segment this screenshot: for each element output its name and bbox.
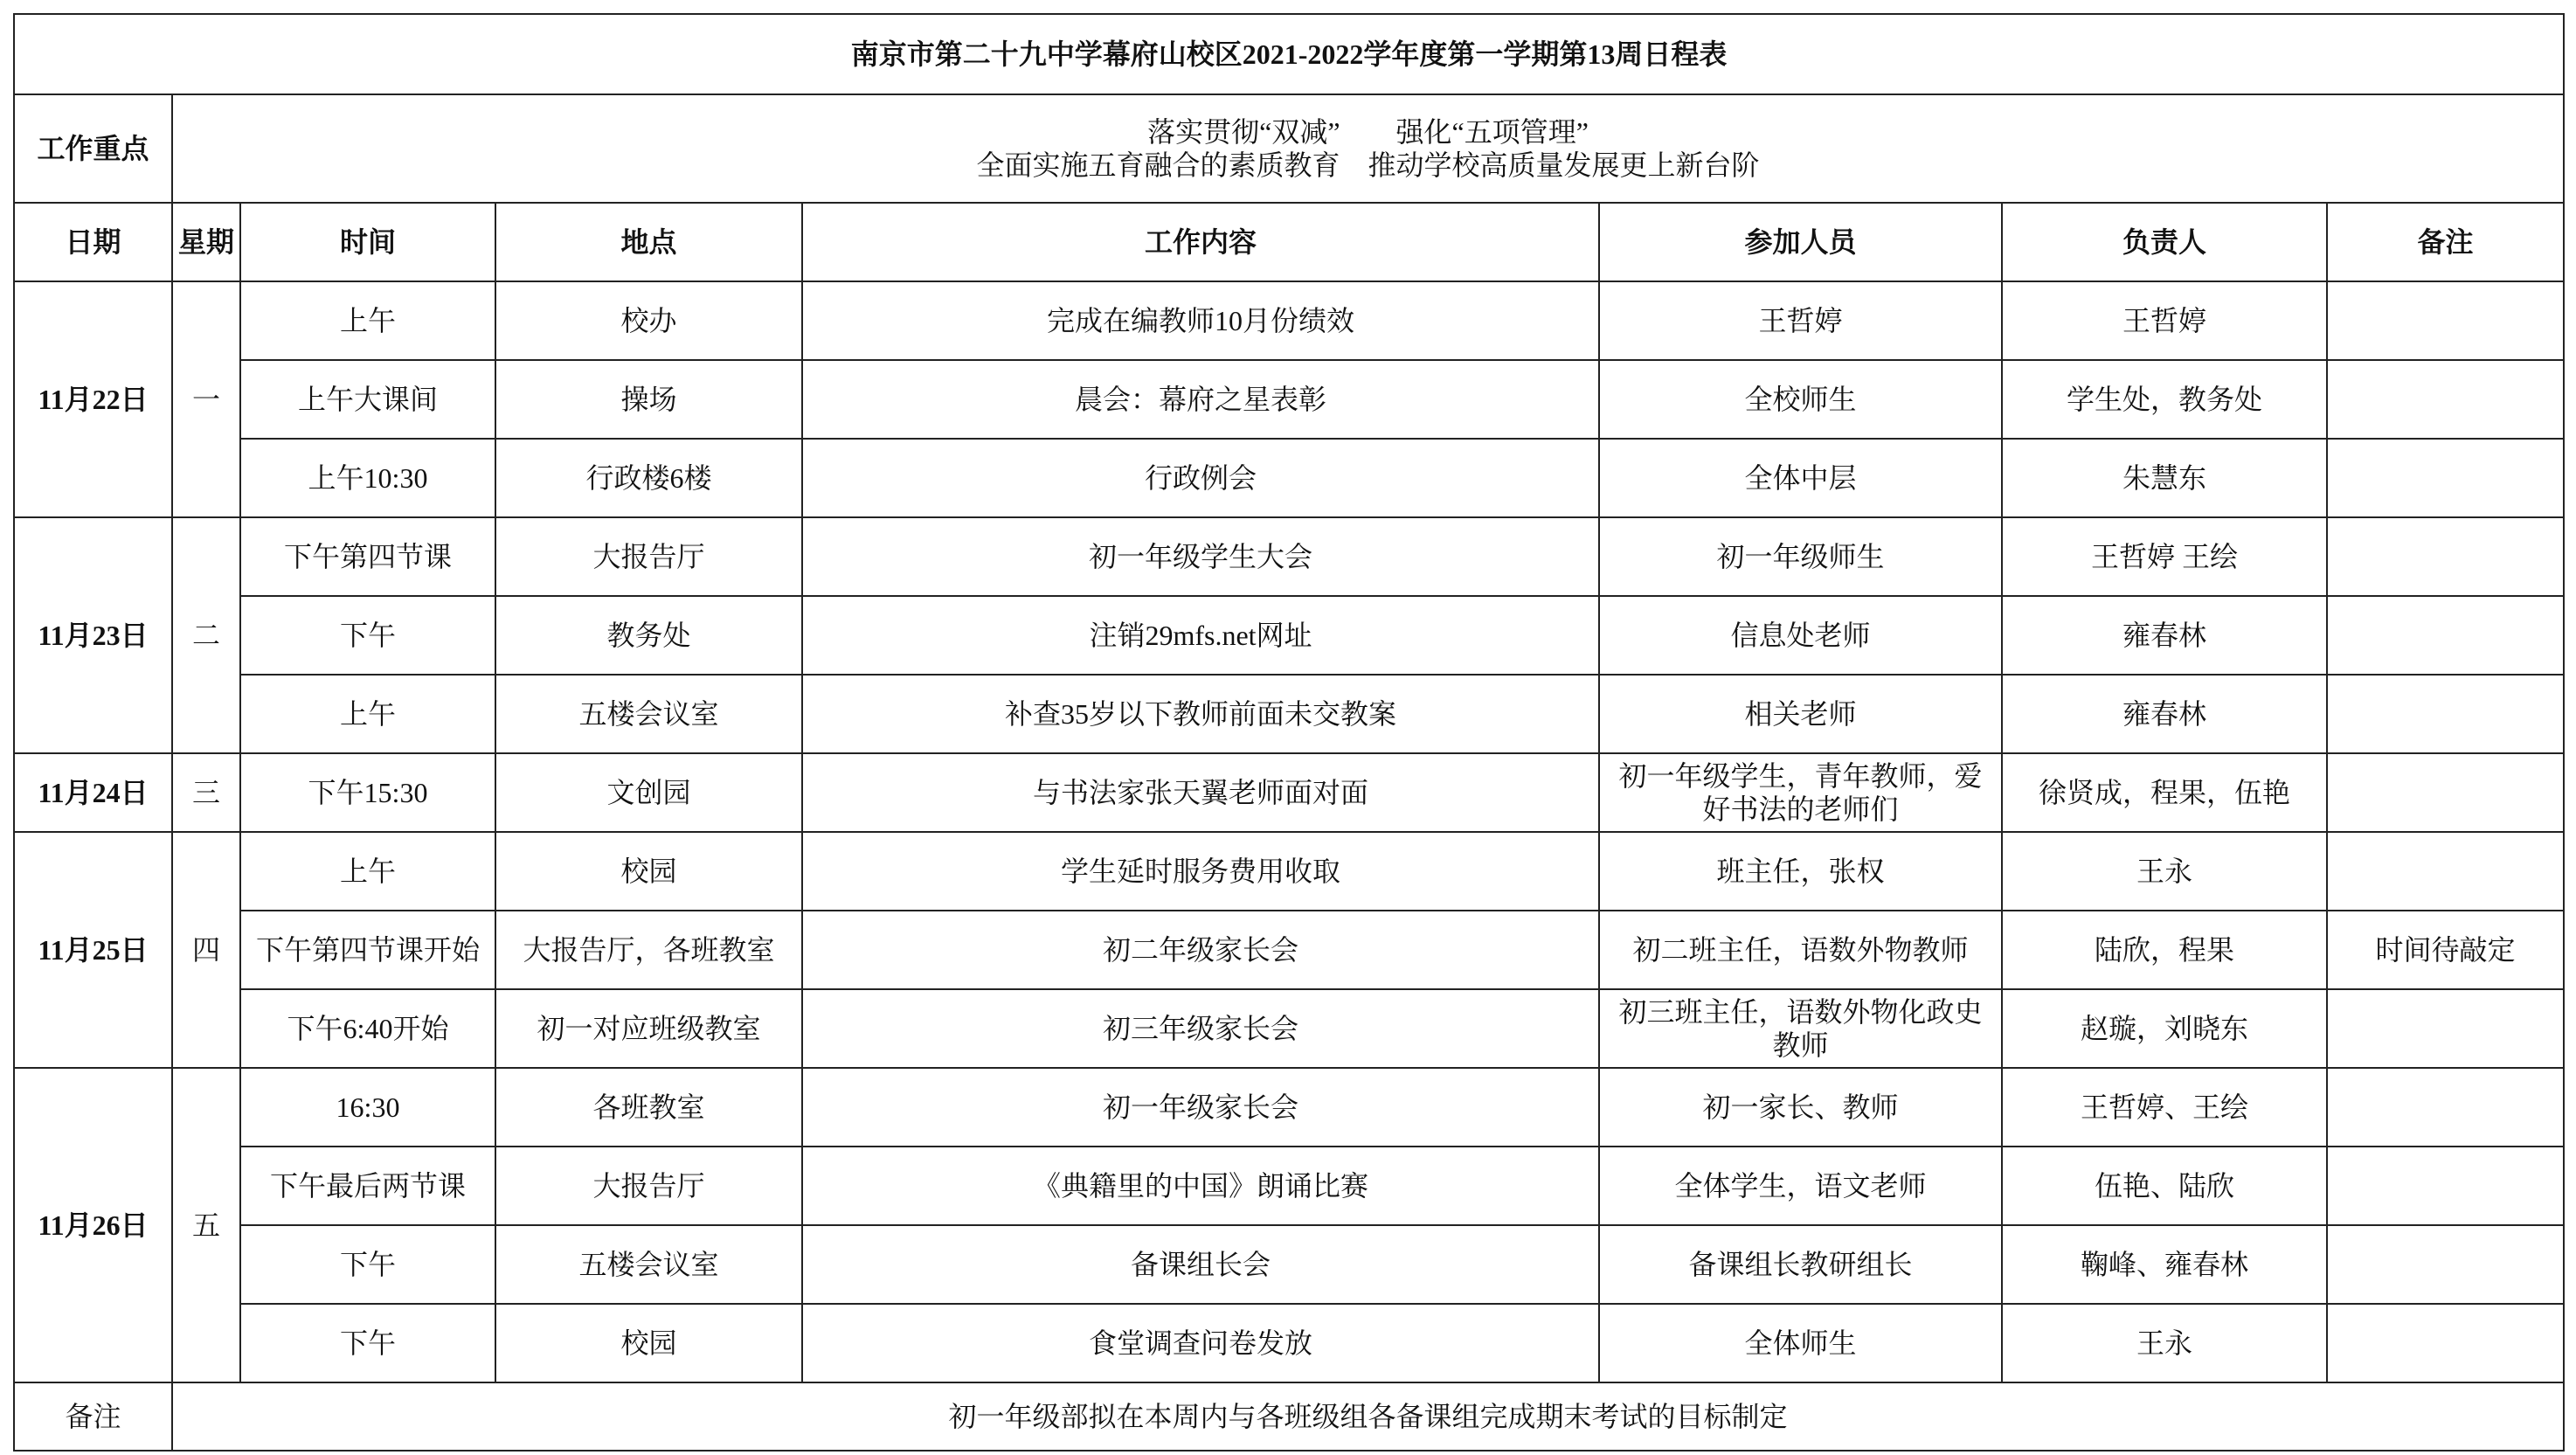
header-place: 地点 — [495, 203, 802, 281]
cell-content: 补查35岁以下教师前面未交教案 — [802, 675, 1599, 753]
cell-time: 下午 — [240, 596, 495, 675]
cell-date: 11月24日 — [14, 753, 172, 832]
cell-note — [2327, 281, 2564, 360]
cell-participants: 初一年级学生，青年教师，爱好书法的老师们 — [1599, 753, 2002, 832]
table-row — [14, 596, 2564, 675]
cell-owner: 赵璇，刘晓东 — [2002, 989, 2327, 1068]
table-row — [14, 675, 2564, 753]
cell-note — [2327, 832, 2564, 911]
cell-participants: 相关老师 — [1599, 675, 2002, 753]
table-row — [14, 517, 2564, 596]
cell-owner: 学生处，教务处 — [2002, 360, 2327, 439]
cell-place: 五楼会议室 — [495, 1225, 802, 1304]
title-row — [14, 14, 2564, 94]
cell-owner: 王哲婷、王绘 — [2002, 1068, 2327, 1147]
cell-time: 下午 — [240, 1304, 495, 1382]
cell-time: 下午最后两节课 — [240, 1147, 495, 1225]
cell-content: 初一年级家长会 — [802, 1068, 1599, 1147]
cell-content: 初二年级家长会 — [802, 911, 1599, 989]
cell-time: 下午第四节课开始 — [240, 911, 495, 989]
cell-note — [2327, 439, 2564, 517]
cell-time: 下午第四节课 — [240, 517, 495, 596]
cell-content: 注销29mfs.net网址 — [802, 596, 1599, 675]
cell-content: 备课组长会 — [802, 1225, 1599, 1304]
cell-owner: 王哲婷 王绘 — [2002, 517, 2327, 596]
cell-place: 各班教室 — [495, 1068, 802, 1147]
cell-place: 校园 — [495, 1304, 802, 1382]
header-time: 时间 — [240, 203, 495, 281]
cell-weekday: 三 — [172, 753, 240, 832]
focus-line-2: 全面实施五育融合的素质教育 推动学校高质量发展更上新台阶 — [976, 149, 1760, 181]
cell-participants: 初二班主任，语数外物教师 — [1599, 911, 2002, 989]
cell-time: 下午15:30 — [240, 753, 495, 832]
cell-owner: 伍艳、陆欣 — [2002, 1147, 2327, 1225]
cell-owner: 王永 — [2002, 832, 2327, 911]
cell-content: 初一年级学生大会 — [802, 517, 1599, 596]
header-participants: 参加人员 — [1599, 203, 2002, 281]
cell-note — [2327, 1225, 2564, 1304]
cell-time: 上午 — [240, 281, 495, 360]
cell-place: 五楼会议室 — [495, 675, 802, 753]
table-row — [14, 1304, 2564, 1382]
cell-note — [2327, 675, 2564, 753]
cell-time: 16:30 — [240, 1068, 495, 1147]
cell-place: 校园 — [495, 832, 802, 911]
table-row — [14, 281, 2564, 360]
cell-participants: 备课组长教研组长 — [1599, 1225, 2002, 1304]
cell-content: 完成在编教师10月份绩效 — [802, 281, 1599, 360]
table-row — [14, 911, 2564, 989]
cell-owner: 雍春林 — [2002, 596, 2327, 675]
cell-place: 校办 — [495, 281, 802, 360]
cell-participants: 全体中层 — [1599, 439, 2002, 517]
table-row — [14, 1147, 2564, 1225]
cell-time: 下午6:40开始 — [240, 989, 495, 1068]
cell-time: 下午 — [240, 1225, 495, 1304]
cell-note — [2327, 596, 2564, 675]
cell-date: 11月25日 — [14, 832, 172, 1068]
header-weekday: 星期 — [172, 203, 240, 281]
cell-participants: 全体师生 — [1599, 1304, 2002, 1382]
cell-place: 行政楼6楼 — [495, 439, 802, 517]
page-title: 南京市第二十九中学幕府山校区2021-2022学年度第一学期第13周日程表 — [14, 14, 2564, 94]
cell-note — [2327, 1304, 2564, 1382]
cell-weekday: 一 — [172, 281, 240, 517]
remark-label: 备注 — [14, 1382, 172, 1451]
cell-weekday: 四 — [172, 832, 240, 1068]
cell-time: 上午10:30 — [240, 439, 495, 517]
cell-owner: 雍春林 — [2002, 675, 2327, 753]
cell-participants: 班主任，张权 — [1599, 832, 2002, 911]
focus-label: 工作重点 — [14, 94, 172, 203]
cell-place: 大报告厅，各班教室 — [495, 911, 802, 989]
cell-date: 11月22日 — [14, 281, 172, 517]
cell-content: 初三年级家长会 — [802, 989, 1599, 1068]
header-note: 备注 — [2327, 203, 2564, 281]
cell-place: 大报告厅 — [495, 1147, 802, 1225]
cell-participants: 初一年级师生 — [1599, 517, 2002, 596]
cell-participants: 全校师生 — [1599, 360, 2002, 439]
cell-note — [2327, 360, 2564, 439]
cell-date: 11月26日 — [14, 1068, 172, 1382]
cell-participants: 初三班主任，语数外物化政史教师 — [1599, 989, 2002, 1068]
cell-time: 上午大课间 — [240, 360, 495, 439]
cell-place: 操场 — [495, 360, 802, 439]
cell-place: 大报告厅 — [495, 517, 802, 596]
cell-date: 11月23日 — [14, 517, 172, 753]
cell-note — [2327, 753, 2564, 832]
remark-row — [14, 1382, 2564, 1451]
table-row — [14, 1068, 2564, 1147]
cell-content: 行政例会 — [802, 439, 1599, 517]
cell-time: 上午 — [240, 675, 495, 753]
cell-owner: 鞠峰、雍春林 — [2002, 1225, 2327, 1304]
focus-row — [14, 94, 2564, 203]
focus-line-1: 落实贯彻“双减” 强化“五项管理” — [1147, 116, 1589, 148]
table-row — [14, 1225, 2564, 1304]
cell-weekday: 五 — [172, 1068, 240, 1382]
cell-owner: 陆欣，程果 — [2002, 911, 2327, 989]
table-row — [14, 753, 2564, 832]
header-row — [14, 203, 2564, 281]
schedule-table — [13, 13, 2565, 1452]
cell-participants: 信息处老师 — [1599, 596, 2002, 675]
table-row — [14, 832, 2564, 911]
cell-note — [2327, 1147, 2564, 1225]
remark-text: 初一年级部拟在本周内与各班级组各备课组完成期末考试的目标制定 — [172, 1382, 2564, 1451]
cell-owner: 徐贤成，程果，伍艳 — [2002, 753, 2327, 832]
cell-place: 文创园 — [495, 753, 802, 832]
cell-owner: 王永 — [2002, 1304, 2327, 1382]
cell-content: 食堂调查问卷发放 — [802, 1304, 1599, 1382]
cell-weekday: 二 — [172, 517, 240, 753]
header-content: 工作内容 — [802, 203, 1599, 281]
header-owner: 负责人 — [2002, 203, 2327, 281]
table-row — [14, 439, 2564, 517]
header-date: 日期 — [14, 203, 172, 281]
cell-participants: 王哲婷 — [1599, 281, 2002, 360]
cell-note — [2327, 517, 2564, 596]
cell-note — [2327, 1068, 2564, 1147]
focus-content — [172, 94, 2564, 203]
cell-participants: 全体学生，语文老师 — [1599, 1147, 2002, 1225]
cell-owner: 王哲婷 — [2002, 281, 2327, 360]
cell-place: 教务处 — [495, 596, 802, 675]
cell-content: 《典籍里的中国》朗诵比赛 — [802, 1147, 1599, 1225]
table-row — [14, 989, 2564, 1068]
cell-place: 初一对应班级教室 — [495, 989, 802, 1068]
cell-content: 与书法家张天翼老师面对面 — [802, 753, 1599, 832]
cell-note — [2327, 989, 2564, 1068]
table-row — [14, 360, 2564, 439]
cell-participants: 初一家长、教师 — [1599, 1068, 2002, 1147]
cell-content: 晨会：幕府之星表彰 — [802, 360, 1599, 439]
cell-time: 上午 — [240, 832, 495, 911]
cell-content: 学生延时服务费用收取 — [802, 832, 1599, 911]
cell-note: 时间待敲定 — [2327, 911, 2564, 989]
cell-owner: 朱慧东 — [2002, 439, 2327, 517]
